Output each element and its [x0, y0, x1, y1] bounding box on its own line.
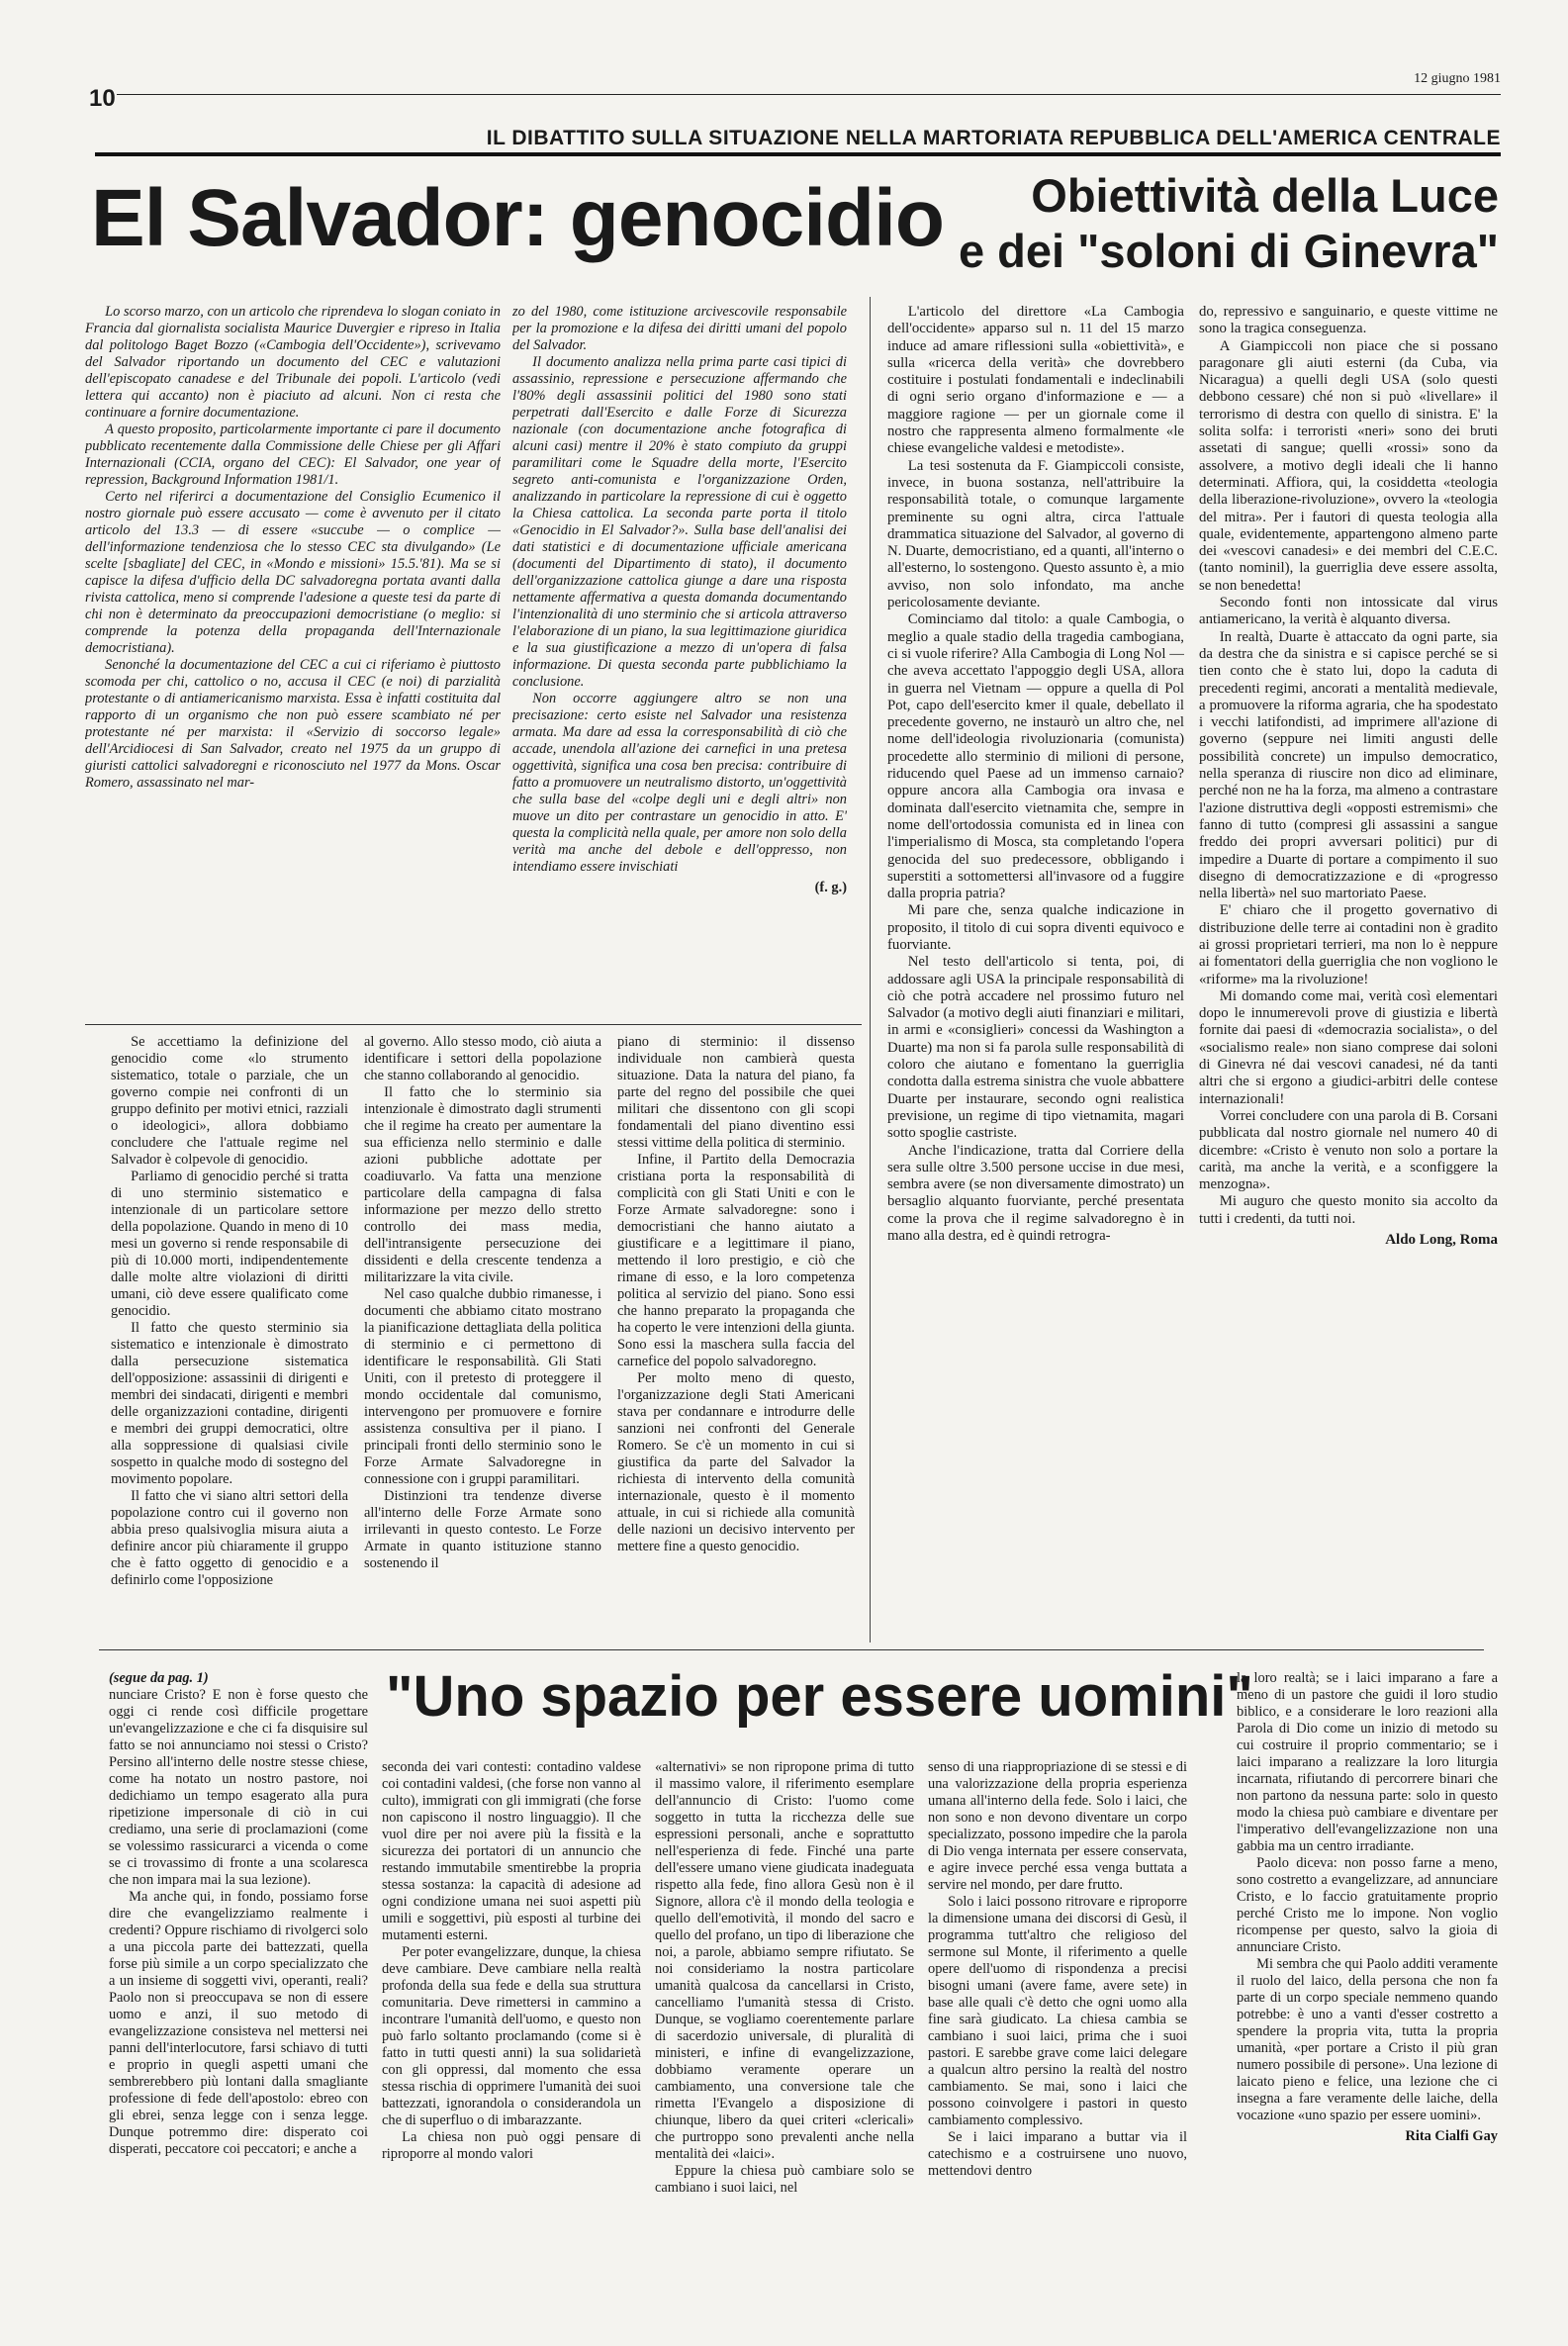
paragraph: Se i laici imparano a buttar via il catechismo e a costruirsene uno nuovo, mettendovi dentro: [928, 2129, 1187, 2179]
paragraph: E' chiaro che il progetto governativo di distribuzione delle terre ai contadini non è gradito ai grossi proprietari terrieri, ma non lo è neppure ai fomentatori della guerriglia che non vogliono le «riforme» ma la rivoluzione!: [1199, 902, 1498, 987]
paragraph: L'articolo del direttore «La Cambogia dell'occidente» apparso sul n. 11 del 15 marzo induce ad amare riflessioni sulla «obiettività», e sulla «ricerca della verità» che dovrebbero costituire i postulati fondamentali e indeclinabili di ogni serio organo d'informazione e — a maggiore ragione — per un giornale come il nostro che rappresenta almeno formalmente «le chiese evangeliche valdesi e metodiste».: [887, 304, 1184, 457]
paragraph: nunciare Cristo? E non è forse questo che oggi ci rende così difficile progettare un'evangelizzazione e che ci fa disquisire sul fatto se noi annunciamo noi stessi o Cristo? Persino all'interno delle nostre stesse chiese, come ha notato un nostro pastore, noi dedichiamo un tempo esagerato alla pura ripetizione impersonale di ciò in cui crediamo, una serie di proclamazioni (come se volessimo rassicurarci a vicenda o come se ci trovassimo di fronte a una scolaresca che non impara mai la sua lezione).: [109, 1687, 368, 1888]
paragraph: Ma anche qui, in fondo, possiamo forse dire che evangelizziamo realmente i credenti? Oppure rischiamo di rivolgerci solo a una piccola parte dei battezzati, quella forse più simile a un corpo specializzato che a un insieme di soggetti vivi, operanti, reali? Paolo non si preoccupava se non di essere uomo e anzi, il suo metodo di evangelizzazione consisteva nel mettersi nei panni dell'interlocutore, farsi schiavo di tutti e proprio in quegli aspetti umani che sembrerebbero più lontani dalla smagliante professione di fede dell'apostolo: ebreo con gli ebrei, senza legge con i senza legge. Dunque potremmo dire: disperato coi disperati, peccatore coi peccatori; e anche a: [109, 1889, 368, 2157]
paragraph: seconda dei vari contesti: contadino valdese coi contadini valdesi, (che forse non vanno al culto), immigrati con gli immigrati (che forse non capiscono il nostro linguaggio). Il che vuol dire per noi avere più la fissità e la sicurezza dei portatori di un annuncio che restando immutabile smentirebbe la propria stessa sostanza: la capacità di adesione ad ogni condizione umana nei suoi aspetti più umili e soggettivi, più esposti al turbine dei mutamenti esterni.: [382, 1759, 641, 1943]
paragraph: Vorrei concludere con una parola di B. Corsani pubblicata dal nostro giornale nel numero 40 di dicembre: «Cristo è venuto non solo a portare la carità, ma anche la verità, e a sconfiggere la menzogna».: [1199, 1107, 1498, 1193]
paragraph: Il documento analizza nella prima parte casi tipici di assassinio, repressione e persecuzione affermando che l'80% degli assassinii politici del 1980 sono stati perpetrati dall'Esercito e dalle Forze di Sicurezza nazionale (con documentazione anche fotografica di alcuni casi) mentre il 20% è stato compiuto da gruppi paramilitari come le Squadre della morte, l'Esercito segreto anti-comunista e l'organizzazione Orden, analizzando in particolare la repressione di cui è oggetto la Chiesa cattolica. La seconda parte porta il titolo «Genocidio in El Salvador?». Sulla base dell'analisi dei dati statistici e di documentazione ufficiale americana (documenti del Dipartimento di stato), il documento dell'organizzazione cattolica giunge a dare una risposta nettamente affermativa a questa domanda documentando l'intenzionalità di uno sterminio che si articola attraverso l'elaborazione di un piano, la sua legittimazione giuridica e la sua giustificazione a mezzo di un'opera di falsa informazione. Di questa seconda parte pubblichiamo la conclusione.: [512, 354, 847, 690]
paragraph: Mi domando come mai, verità così elementari dopo le innumerevoli prove di giustizia e libertà fornite dai paesi di «democrazia socialista», o del «socialismo reale» non siano comprese dai soloni di Ginevra né dai vescovi canadesi, né da tanti altri che si ergono a giudici-arbitri delle contese internazionali!: [1199, 987, 1498, 1107]
paragraph: Nel caso qualche dubbio rimanesse, i documenti che abbiamo citato mostrano la pianificazione dettagliata della politica di sterminio e ci permettono di identificare le responsabilità. Gli Stati Uniti, con il pretesto di proteggere il mondo occidentale dal comunismo, intervengono per promuovere e fornire assistenza consultiva per il piano. I principali fronti dello sterminio sono le Forze Armate Salvadoregne in connessione con i gruppi paramilitari.: [364, 1286, 601, 1487]
paragraph: Per molto meno di questo, l'organizzazione degli Stati Americani stava per condannare e introdurre delle sanzioni nei confronti del Generale Romero. Se c'è un momento in cui si giustifica da parte del Salvador la richiesta di intervento della comunità internazionale, questo è il momento attuale, in cui si richiede alla comunità delle nazioni un decisivo intervento per mettere fine a questo genocidio.: [617, 1370, 855, 1554]
paragraph: la loro realtà; se i laici imparano a fare a meno di un pastore che guidi il loro studio biblico, e a considerare le loro reazioni alla Parola di Dio come un inizio di metodo su cui costruire il proprio commentario; se i laici imparano a realizzare la loro liturgia incarnata, rifiutando di percorrere binari che non partono da nessuna parte: solo in questo modo la chiesa può cambiare e diventare per l'imperativo dell'evangelizzazione non una gabbia ma un centro irradiante.: [1237, 1670, 1498, 1854]
paragraph: Se accettiamo la definizione del genocidio come «lo strumento sistematico, totale o parziale, che un governo compie nei confronti di un gruppo definito per motivi etnici, razziali o ideologici», allora dobbiamo concludere che l'attuale regime nel Salvador è colpevole di genocidio.: [111, 1034, 348, 1168]
article-title-genocidio: El Salvador: genocidio: [91, 173, 944, 263]
letter-column-1: [887, 304, 1184, 1640]
paragraph: Distinzioni tra tendenze diverse all'interno delle Forze Armate sono irrilevanti in questo contesto. Le Forze Armate in quanto istituzione stanno sostenendo il: [364, 1488, 601, 1571]
paragraph: Nel testo dell'articolo si tenta, poi, di addossare agli USA la principale responsabilità di ciò che potrà accadere nel prossimo futuro nel Salvador (a motivo degli aiuti finanziari e militari, in armi e «consiglieri» concessi da Washington a Duarte) ma non si fa parola sulle responsabilità di coloro che aiutano e fomentano la guerriglia condotta dalla estrema sinistra che vuole abbattere Duarte per instaurare, secondo ogni realistica previsione, un regime di tipo vietnamita, magari sotto spoglie castriste.: [887, 954, 1184, 1142]
continued-note: (segue da pag. 1): [109, 1670, 209, 1686]
paragraph: senso di una riappropriazione di se stessi e di una valorizzazione della propria esperienza umana all'interno della fede. Solo i laici, che non sono e non devono diventare un corpo specializzato, possono impedire che la parola di Dio venga internata per essere conservata, e agire invece perché essa venga buttata a servire nel mondo, per dare frutto.: [928, 1759, 1187, 1893]
essay-column-3: [655, 1759, 914, 2303]
letter-column-2: [1199, 304, 1498, 1640]
paragraph: al governo. Allo stesso modo, ciò aiuta a identificare i settori della popolazione che stanno collaborando al genocidio.: [364, 1034, 601, 1083]
paragraph: piano di sterminio: il dissenso individuale non cambierà questa situazione. Data la natura del piano, fa parte del regno del possibile che quei militari che dissentono con gli scopi fondamentali del piano diventino essi stessi vittime della politica di sterminio.: [617, 1034, 855, 1151]
page-number: 10: [89, 85, 116, 112]
paragraph: Eppure la chiesa può cambiare solo se cambiano i suoi laici, nel: [655, 2163, 914, 2196]
column-divider: [870, 297, 871, 1642]
article-title-uno-spazio: "Uno spazio per essere uomini": [386, 1664, 1253, 1729]
body-column-2: [364, 1034, 601, 1636]
paragraph: Mi sembra che qui Paolo additi veramente il ruolo del laico, della persona che non fa parte di un corpo speciale nemmeno quando potrebbe: è uno a vanti d'esser costretto a spendere la propria vita, tutta la propria umanità, «per portare a Cristo il più gran numero possibile di persone». Una lezione di laicato pieno e felice, una lezione che ci insegna a fare veramente delle laiche, della vocazione «uno spazio per essere uomini».: [1237, 1956, 1498, 2123]
body-column-3: [617, 1034, 855, 1636]
essay-column-5: [1237, 1670, 1498, 2303]
paragraph: Mi pare che, senza qualche indicazione in proposito, il titolo di cui sopra diventi equivoco e fuorviante.: [887, 902, 1184, 953]
section-divider: [99, 1649, 1484, 1650]
paragraph: Cominciamo dal titolo: a quale Cambogia, o meglio a quale stadio della tragedia cambogiana, ci si vuole riferire? Alla Cambogia di Long Nol — che aveva accettato l'appoggio degli USA, allora in guerra nel Vietnam — oppure a quella di Pol Pot, capo dell'esercito kmer il quale, debellato il precedente governo, ne instaurò un altro che, nel nome dell'ideologia rivoluzionaria (comunista) procedette allo sterminio di milioni di persone, riducendo quel Paese ad un immenso carnaio? oppure ancora alla Cambogia ora invasa e dominata dall'esercito vietnamita che, sempre in nome dell'ortodossia comunista ed in linea con l'imperialismo di Mosca, sta completando l'opera genocida del suo predecessore, obbligando i superstiti a sottomettersi all'invasore od a fuggire dalla propria patria?: [887, 611, 1184, 902]
paragraph: Mi auguro che questo monito sia accolto da tutti i credenti, da tutti noi.: [1199, 1193, 1498, 1227]
title-line-2: e dei "soloni di Ginevra": [958, 225, 1499, 277]
paragraph: Non occorre aggiungere altro se non una precisazione: certo esiste nel Salvador una resistenza armata. Ma dare ad essa la corresponsabilità di ciò che accade, unendola all'azione dei carnefici in una pretesa oggettività, significa una cosa ben precisa: contribuire di fatto a promuovere un neutralismo distorto, un'oggettività che sulla base del «colpe degli uni e degli altri» non muove un dito per contrastare un genocidio in atto. E' questa la complicità nella quale, per amore non solo della verità ma anche del debole e dell'oppresso, non intendiamo essere invischiati: [512, 691, 847, 875]
section-kicker: IL DIBATTITO SULLA SITUAZIONE NELLA MARTORIATA REPUBBLICA DELL'AMERICA CENTRALE: [486, 127, 1501, 149]
paragraph: zo del 1980, come istituzione arcivescovile responsabile per la promozione e la difesa dei diritti umani del popolo del Salvador.: [512, 304, 847, 353]
paragraph: Certo nel riferirci a documentazione del Consiglio Ecumenico il nostro giornale può essere accusato — come è avvenuto per il citato articolo del 13.3 — di essere «succube — o complice — dell'informazione tendenziosa che lo stesso CEC sta divulgando» (Le scelte [sbagliate] del CEC, in «Mondo e missioni» 15.5.'81). Ma se si capisce la difesa d'ufficio della DC salvadoregna portata avanti dalla rivista cattolica, meno si comprende l'adesione a queste tesi da parte di chi non è determinato da preoccupazioni democristiane (o meglio: si comprende la potenza della propaganda dell'Internazionale democristiana).: [85, 489, 501, 656]
title-line-1: Obiettività della Luce: [1031, 169, 1499, 222]
paragraph: Il fatto che lo sterminio sia intenzionale è dimostrato dagli strumenti che il regime ha creato per aumentare la sua efficienza nello sterminio e dalle azioni pubbliche adottate per coadiuvarlo. Va fatta una menzione particolare della campagna di falsa informazione per mezzo dello stretto controllo dei mass media, dell'intransigente persecuzione dei dissidenti e della crescente tendenza a militarizzare la vita civile.: [364, 1084, 601, 1285]
essay-column-1: [109, 1670, 368, 2303]
paragraph: Infine, il Partito della Democrazia cristiana porta la responsabilità di complicità con gli Stati Uniti e con le Forze Armate salvadoregne: sono i democristiani che hanno aiutato a giustificare e a legittimare il piano, mettendo il loro prestigio, e ciò che rimane di esso, e la loro competenza politica al servizio del piano. Sono essi che hanno preparato la propaganda che ha coperto le vere intenzioni della giunta. Sono essi la maschera sulla faccia del carnefice del popolo salvadoregno.: [617, 1152, 855, 1369]
paragraph: do, repressivo e sanguinario, e queste vittime ne sono la tragica conseguenza.: [1199, 304, 1498, 337]
paragraph: Solo i laici possono ritrovare e riproporre la dimensione umana dei discorsi di Gesù, il programma tutt'altro che religioso del sermone sul Monte, il riferimento a quelle opere dell'uomo di rispondenza a precisi bisogni umani (avere fame, avere sete) in base alle quali c'è detto che ogni uomo alla fine sarà giudicato. La chiesa cambia se cambiano i suoi laici, prima che i suoi pastori. E sarebbe grave come laici delegare a qualcun altro persino la realtà del nostro cambiamento. Se mai, sono i laici che possono coinvolgere i pastori in questo cambiamento complessivo.: [928, 1894, 1187, 2128]
intro-divider: [85, 1024, 862, 1025]
paragraph: Anche l'indicazione, tratta dal Corriere della sera sulle oltre 3.500 persone uccise in due mesi, sembra avere (se non diversamente dimostrato) un bersaglio alquanto fuorviante, perché presentata come la prova che il regime salvadoregno è in mano alla destra, ed è quindi retrogra-: [887, 1142, 1184, 1245]
essay-column-2: [382, 1759, 641, 2303]
paragraph: Secondo fonti non intossicate dal virus antiamericano, la verità è alquanto diversa.: [1199, 595, 1498, 628]
paragraph: Per poter evangelizzare, dunque, la chiesa deve cambiare. Deve cambiare nella realtà profonda della sua fede e della sua struttura comunitaria. Deve rimettersi in cammino a incontrare l'umanità dell'uomo, e questo non può farlo soltanto proclamando (come si è fatto in tutti questi anni) la sua solidarietà con gli oppressi, dal momento che essa stessa rischia di opprimere l'umanità dei suoi battezzati, ignorandola o considerandola un che di superfluo o di imbarazzante.: [382, 1944, 641, 2128]
paragraph: Il fatto che vi siano altri settori della popolazione contro cui il governo non abbia preso qualsivoglia misura aiuta a definire ancor più chiaramente il gruppo che è fatto oggetto di genocidio e a definirlo come l'opposizione: [111, 1488, 348, 1588]
paragraph: Parliamo di genocidio perché si tratta di uno sterminio sistematico e intenzionale di un particolare settore della popolazione. Quando in meno di 10 mesi un governo si rende responsabile di più di 10.000 morti, indipendentemente dalle molte altre violazioni di diritti umani, ciò deve essere qualificato come genocidio.: [111, 1169, 348, 1319]
essay-signature: Rita Cialfi Gay: [1405, 2128, 1498, 2144]
paragraph: Il fatto che questo sterminio sia sistematico e intenzionale è dimostrato dalla persecuzione sistematica dell'opposizione: assassinii di dirigenti e membri dei sindacati, dirigenti e membri delle organizzazioni contadine, dirigenti e membri dei gruppi democratici, oltre alla soppressione di qualsiasi civile sospetto in qualche modo di sostegno del movimento popolare.: [111, 1320, 348, 1487]
intro-signature: (f. g.): [814, 880, 847, 895]
article-title-obiettivita: [925, 168, 1499, 279]
body-column-1: [111, 1034, 348, 1636]
paragraph: Lo scorso marzo, con un articolo che riprendeva lo slogan coniato in Francia dal giornalista socialista Maurice Duvergier e ripreso in Italia dal politologo Baget Bozzo («Cambogia dell'Occidente»), scrivevamo del Salvador riportando un documento del CEC e valutazioni dell'episcopato canadese e del Tribunale dei popoli. L'articolo (vedi lettera qui accanto) non è piaciuto ad alcuni. Non ci resta che continuare a fornire documentazione.: [85, 304, 501, 421]
paragraph: A questo proposito, particolarmente importante ci pare il documento pubblicato recentemente dalla Commissione delle Chiese per gli Affari Internazionali (CCIA, organo del CEC): El Salvador, one year of repression, Background Information 1981/1.: [85, 422, 501, 488]
paragraph: La chiesa non può oggi pensare di riproporre al mondo valori: [382, 2129, 641, 2162]
essay-column-4: [928, 1759, 1187, 2303]
paragraph: Paolo diceva: non posso farne a meno, sono costretto a evangelizzare, ad annunciare Cristo, e lo faccio gratuitamente proprio perché Cristo me lo impone. Non voglio ricompense per questo, salvo la gioia di annunciare Cristo.: [1237, 1855, 1498, 1955]
paragraph: La tesi sostenuta da F. Giampiccoli consiste, invece, in buona sostanza, nell'attribuire la responsabilità totale, o comunque largamente preminente su ogni altra, circa l'attuale drammatica situazione del Salvador, al governo di N. Duarte, democristiano, ed a quanti, all'interno o all'esterno, lo sostengono. Questo assunto è, a mio avviso, non solo infondato, ma anche pericolosamente deviante.: [887, 457, 1184, 611]
paragraph: «alternativi» se non ripropone prima di tutto il massimo valore, il riferimento esemplare dell'annuncio di Cristo: l'uomo come soggetto in tutta la ricchezza delle sue espressioni personali, anche e soprattutto nell'esperienza di fede. Finché una parte dell'essere umano viene giudicata inadeguata rispetto alla fede, fino allora Gesù non è il Signore, allora c'è il mondo della teologia e quello dell'emotività, il mondo del sacro e quello del profano, un tipo di liberazione che noi, a parole, abbiamo sempre rifiutato. Se noi consideriamo la nostra particolare umanità qualcosa da cancellarsi in Cristo, cancelliamo l'umanità stessa di Cristo. Dunque, se vogliamo coerentemente parlare di sacerdozio universale, di pluralità di ministeri, e infine di evangelizzazione, dobbiamo veramente operare un cambiamento, una conversione tale che rimetta l'Evangelo a disposizione di chiunque, libero da quei criteri «clericali» che purtroppo sono prevalenti anche nella mentalità dei «laici».: [655, 1759, 914, 2162]
paragraph: In realtà, Duarte è attaccato da ogni parte, sia da destra che da sinistra e si capisce perché se si tien conto che è stato lui, dopo la caduta di precedenti regimi, ancorati a mentalità medievale, a promuovere la riforma agraria, che ha spodestato i vecchi latifondisti, ad imprimere all'azione di governo (seppure nei limiti angusti delle possibilità concrete) un impulso democratico, nella speranza di riuscire non dico ad eliminare, perché non ne ha la forza, ma almeno a contrastare l'azione distruttiva degli «opposti estremismi» che fanno di tutto (compresi gli assassini a sangue freddo dei propri avversari politici) pur di impedire a Duarte di portare a compimento il suo disegno di democratizzazione e di «progresso nella libertà» nel suo martoriato Paese.: [1199, 628, 1498, 902]
issue-date: 12 giugno 1981: [1414, 71, 1501, 86]
letter-signature: Aldo Long, Roma: [1385, 1232, 1498, 1249]
kicker-rule: [95, 152, 1501, 156]
paragraph: Senonché la documentazione del CEC a cui ci riferiamo è piuttosto scomoda per chi, cattolico o no, accusa il CEC (e noi) di parzialità protestante o di antiamericanismo marxista. Essa è infatti costituita dal rapporto di un organismo che non può essere scambiato né per protestante né per marxista: il «Servizio di soccorso legale» dell'Arcidiocesi di San Salvador, creato nel 1975 da un gruppo di giuristi cattolici salvadoregni e riconosciuto nel 1977 da Mons. Oscar Romero, assassinato nel mar-: [85, 657, 501, 791]
header-rule: [117, 94, 1501, 95]
paragraph: A Giampiccoli non piace che si possano paragonare gli aiuti esterni (da Cuba, via Nicaragua) a quelli degli USA (solo questi debbono cessare) ché non si può «livellare» il terrorismo di destra con quello di sinistra. E' la solita solfa: i terroristi «neri» sono dei bruti assetati di sangue; quelli «rossi» sono da assolvere, a motivo degli ideali che li hanno determinati. Affiora, qui, la cosiddetta «teologia della liberazione-rivoluzione», ovvero la «teologia del mitra». Per i fautori di questa teologia alla quale, evidentemente, appartengono almeno parte dei «vescovi canadesi» e dei membri del C.E.C. (tanto nominil), la guerriglia deve essere assolta, se non benedetta!: [1199, 337, 1498, 594]
